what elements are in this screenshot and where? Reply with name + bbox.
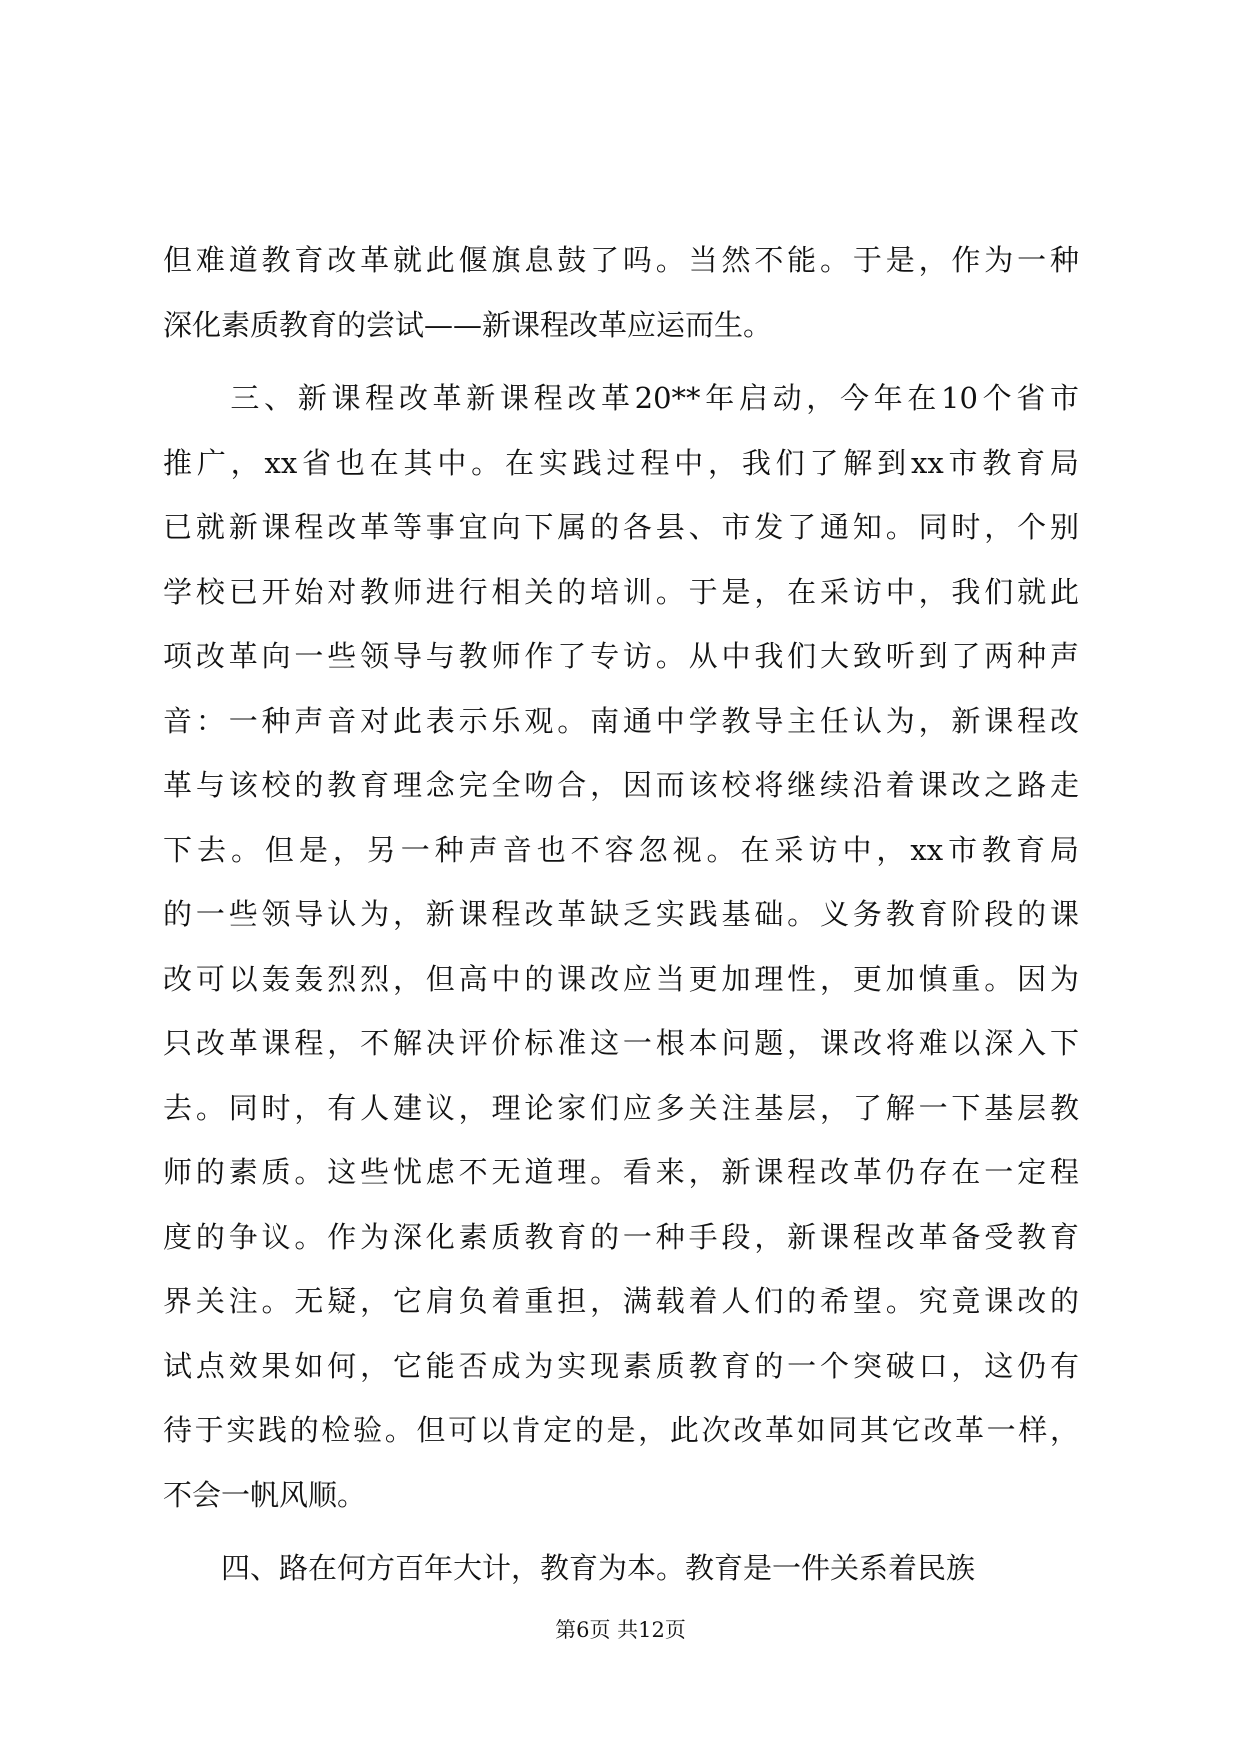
text-line: 不会一帆风顺。 bbox=[163, 1477, 367, 1512]
text-line: 试点效果如何，它能否成为实现素质教育的一个突破口，这仍有 bbox=[163, 1348, 1079, 1383]
text-line: 三、新课程改革新课程改革20**年启动，今年在10个省市 bbox=[163, 381, 1079, 415]
text-line: 学校已开始对教师进行相关的培训。于是，在采访中，我们就此 bbox=[163, 574, 1079, 609]
text-line: 项改革向一些领导与教师作了专访。从中我们大致听到了两种声 bbox=[163, 639, 1079, 673]
text-line: 师的素质。这些忧虑不无道理。看来，新课程改革仍存在一定程 bbox=[163, 1155, 1079, 1189]
document-body bbox=[163, 228, 1079, 1601]
text-line: 去。同时，有人建议，理论家们应多关注基层，了解一下基层教 bbox=[163, 1090, 1079, 1125]
text-line: 深化素质教育的尝试——新课程改革应运而生。 bbox=[163, 307, 773, 342]
text-line: 待于实践的检验。但可以肯定的是，此次改革如同其它改革一样， bbox=[163, 1413, 1079, 1447]
text-line: 界关注。无疑，它肩负着重担，满载着人们的希望。究竟课改的 bbox=[163, 1284, 1079, 1318]
text-line: 四、路在何方百年大计，教育为本。教育是一件关系着民族 bbox=[163, 1551, 976, 1585]
text-line: 的一些领导认为，新课程改革缺乏实践基础。义务教育阶段的课 bbox=[163, 897, 1079, 931]
text-line: 推广，xx省也在其中。在实践过程中，我们了解到xx市教育局 bbox=[163, 445, 1079, 480]
text-line: 改可以轰轰烈烈，但高中的课改应当更加理性，更加慎重。因为 bbox=[163, 961, 1079, 996]
text-line: 只改革课程，不解决评价标准这一根本问题，课改将难以深入下 bbox=[163, 1026, 1079, 1060]
text-line: 度的争议。作为深化素质教育的一种手段，新课程改革备受教育 bbox=[163, 1219, 1079, 1254]
page-number-footer: 第6页 共12页 bbox=[555, 1618, 686, 1642]
text-line: 下去。但是，另一种声音也不容忽视。在采访中，xx市教育局 bbox=[163, 832, 1079, 867]
text-line: 革与该校的教育理念完全吻合，因而该校将继续沿着课改之路走 bbox=[163, 768, 1079, 802]
text-line: 音：一种声音对此表示乐观。南通中学教导主任认为，新课程改 bbox=[163, 703, 1079, 738]
text-line: 已就新课程改革等事宜向下属的各县、市发了通知。同时，个别 bbox=[163, 510, 1079, 544]
text-line: 但难道教育改革就此偃旗息鼓了吗。当然不能。于是，作为一种 bbox=[163, 243, 1079, 277]
